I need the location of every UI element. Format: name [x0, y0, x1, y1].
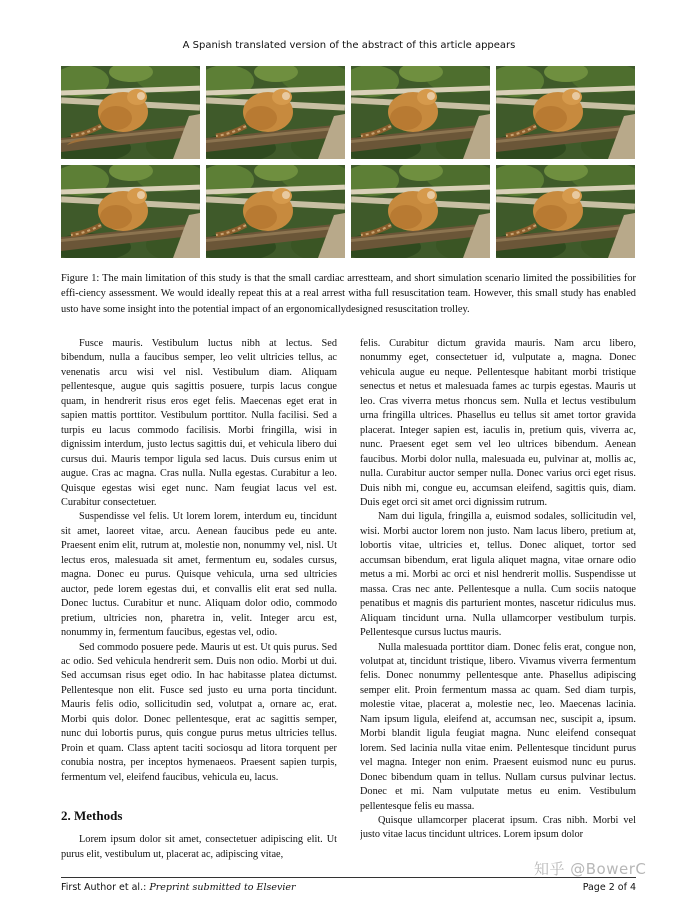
- section-heading-methods: 2. Methods: [61, 808, 123, 824]
- monkey-photo-image: [61, 165, 200, 258]
- body-paragraph: Suspendisse vel felis. Ut lorem lorem, interdum eu, tincidunt sit amet, laoreet vitae, arcu. Aenean faucibus pede eu ante. Praesent enim elit, rutrum at, molestie non, nonummy vel, nisl. Ut lectus eros, malesuada sit amet, fermentum eu, sodales cursus, magna. Donec eu purus. Quisque vehicula, urna sed ultricies auctor, pede lorem egestas dui, et convallis elit erat sed nulla. Donec luctus. Curabitur et nunc. Aliquam dolor odio, commodo pretium, ultricies non, pharetra in, velit. Integer arcu est, nonummy in, fermentum faucibus, egestas vel, odio.: [61, 511, 337, 639]
- body-paragraph: Fusce mauris. Vestibulum luctus nibh at lectus. Sed bibendum, nulla a faucibus semper, leo velit ultricies tellus, ac venenatis arcu wisi vel nisl. Vestibulum diam. Aliquam pellentesque, augue quis sagittis posuere, turpis lacus congue quam, in hendrerit risus eros eget felis. Maecenas eget erat in sapien mattis porttitor. Vestibulum porttitor. Nulla facilisi. Sed a turpis eu lacus commodo facilisis. Morbi fringilla, wisi in dignissim interdum, justo lectus sagittis dui, et vehicula libero dui cursus dui. Mauris tempor ligula sed lacus. Duis cursus enim ut augue. Cras ac magna. Cras nulla. Nulla egestas. Curabitur a leo. Quisque egestas wisi eget nunc. Nam feugiat lacus vel est. Curabitur consectetuer.: [61, 338, 337, 508]
- watermark: 知乎 @BowerC: [534, 860, 647, 878]
- monkey-photo-image: [206, 66, 345, 159]
- monkey-photo: [61, 66, 200, 159]
- footer-journal: Preprint submitted to Elsevier: [149, 882, 296, 893]
- monkey-photo-image: [61, 66, 200, 159]
- monkey-photo: [351, 66, 490, 159]
- body-paragraph-continued: felis. Curabitur dictum gravida mauris. Nam arcu libero, nonummy eget, consectetuer id, vulputate a, magna. Donec vehicula augue eu neque. Pellentesque habitant morbi tristique senectus et netus et malesuada fames ac turpis egestas. Mauris ut leo. Cras viverra metus rhoncus sem. Nulla et lectus vestibulum urna fringilla ultrices. Phasellus eu tellus sit amet tortor gravida placerat. Integer sapien est, iaculis in, pretium quis, viverra ac, nunc. Praesent eget sem vel leo ultrices bibendum. Aenean faucibus. Morbi dolor nulla, malesuada eu, pulvinar at, mollis ac, nulla. Curabitur auctor semper nulla. Donec varius orci eget risus. Duis nibh mi, congue eu, accumsan eleifend, sagittis quis, diam. Duis eget orci sit amet orci dignissim rutrum.: [360, 338, 636, 508]
- monkey-photo-image: [206, 165, 345, 258]
- footer-author: First Author et al.:: [61, 882, 147, 893]
- monkey-photo: [496, 66, 635, 159]
- page-number: Page 2 of 4: [582, 882, 636, 893]
- running-header: A Spanish translated version of the abstract of this article appears: [182, 40, 516, 51]
- footer-citation: [61, 882, 296, 893]
- monkey-photo: [351, 165, 490, 258]
- body-paragraph: Sed commodo posuere pede. Mauris ut est. Ut quis purus. Sed ac odio. Sed vehicula hendrerit sem. Duis non odio. Morbi ut dui. Sed accumsan risus eget odio. In hac habitasse platea dictumst. Pellentesque non elit. Fusce sed justo eu urna porta tincidunt. Mauris felis odio, sollicitudin sed, volutpat a, ornare ac, erat. Morbi quis dolor. Donec pellentesque, erat ac sagittis semper, nunc dui lobortis purus, quis congue purus metus ultricies tellus. Proin et quam. Class aptent taciti sociosqu ad litora torquent per conubia nostra, per inceptos hymenaeos. Praesent sapien turpis, fermentum vel, eleifend faucibus, vehicula eu, lacus.: [61, 641, 337, 783]
- monkey-photo-image: [496, 165, 635, 258]
- footer-rule: [61, 877, 636, 878]
- right-text-column: [360, 337, 636, 867]
- body-paragraph: Quisque ullamcorper placerat ipsum. Cras nibh. Morbi vel justo vitae lacus tincidunt ultrices. Lorem ipsum dolor: [360, 814, 636, 841]
- monkey-photo: [61, 165, 200, 258]
- body-paragraph: Nulla malesuada porttitor diam. Donec felis erat, congue non, volutpat at, tincidunt tristique, libero. Vivamus viverra fermentum felis. Donec nonummy pellentesque ante. Phasellus adipiscing semper elit. Proin fermentum massa ac quam. Sed diam turpis, molestie vitae, placerat a, molestie nec, leo. Maecenas lacinia. Nam ipsum ligula, eleifend at, accumsan nec, suscipit a, ipsum. Morbi blandit ligula feugiat magna. Nunc eleifend consequat lorem. Sed lacinia nulla vitae enim. Pellentesque tincidunt purus vel magna. Integer non enim. Praesent euismod nunc eu purus. Donec bibendum quam in tellus. Nullam cursus pulvinar lectus. Donec et mi. Nam vulputate metus eu enim. Vestibulum pellentesque felis eu massa.: [360, 641, 636, 812]
- monkey-photo-image: [351, 66, 490, 159]
- monkey-photo: [206, 66, 345, 159]
- figure-image-grid: [61, 66, 636, 258]
- left-text-column: [61, 337, 337, 862]
- figure-caption: Figure 1: The main limitation of this study is that the small cardiac arrestteam, and short simulation scenario limited the possibilities for effi-ciency assessment. We would ideally repeat this at a real arrest witha full resuscitation team. However, this small study has enabled usto have some insight into the potential impact of an ergonomicallydesigned resuscitation trolley.: [61, 273, 636, 315]
- monkey-photo: [206, 165, 345, 258]
- monkey-photo: [496, 165, 635, 258]
- body-paragraph: Nam dui ligula, fringilla a, euismod sodales, sollicitudin vel, wisi. Morbi auctor lorem non justo. Nam lacus libero, pretium at, lobortis vitae, ultricies et, tellus. Donec aliquet, tortor sed accumsan bibendum, erat ligula aliquet magna, vitae ornare odio metus a mi. Morbi ac orci et nisl hendrerit mollis. Suspendisse ut massa. Cras nec ante. Pellentesque a nulla. Cum sociis natoque penatibus et magnis dis parturient montes, nascetur ridiculus mus. Aliquam tincidunt urna. Nulla ullamcorper vestibulum turpis. Pellentesque cursus luctus mauris.: [360, 511, 636, 639]
- monkey-photo-image: [496, 66, 635, 159]
- body-paragraph: Lorem ipsum dolor sit amet, consectetuer adipiscing elit. Ut purus elit, vestibulum ut, placerat ac, adipiscing vitae,: [61, 834, 337, 860]
- page-footer: [61, 882, 636, 896]
- monkey-photo-image: [351, 165, 490, 258]
